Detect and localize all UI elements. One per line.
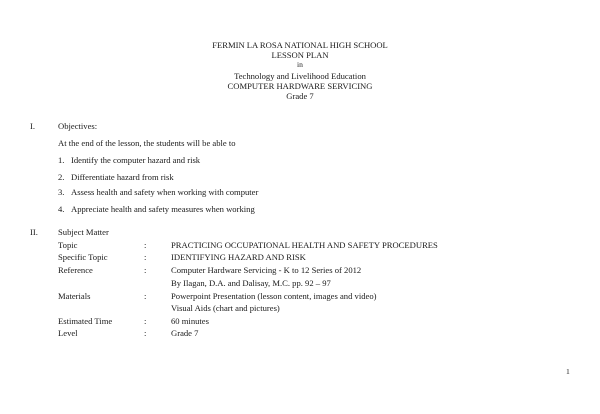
- objectives-number: I.: [30, 121, 36, 131]
- objective-number: 1.: [58, 155, 65, 165]
- row-value: IDENTIFYING HAZARD AND RISK: [171, 252, 306, 262]
- objective-text: Appreciate health and safety measures when working: [71, 204, 255, 214]
- row-value: PRACTICING OCCUPATIONAL HEALTH AND SAFETY PROCEDURES: [171, 240, 438, 250]
- row-value: Visual Aids (chart and pictures): [171, 303, 280, 313]
- row-colon: :: [144, 316, 147, 326]
- objective-number: 3.: [58, 187, 65, 197]
- row-colon: :: [144, 291, 147, 301]
- row-label: Specific Topic: [58, 252, 108, 262]
- objectives-title: Objectives:: [58, 121, 98, 131]
- subject-matter-row: [58, 328, 578, 340]
- subject-matter-row: [58, 240, 578, 252]
- row-value: Computer Hardware Servicing - K to 12 Series of 2012: [171, 265, 362, 275]
- subject-matter-number: II.: [30, 227, 38, 237]
- objective-item: [58, 187, 258, 197]
- row-value: 60 minutes: [171, 316, 209, 326]
- row-value: Powerpoint Presentation (lesson content, images and video): [171, 291, 377, 301]
- row-label: Level: [58, 328, 78, 338]
- row-label: Materials: [58, 291, 91, 301]
- row-colon: :: [144, 252, 147, 262]
- objective-text: Assess health and safety when working with computer: [71, 187, 259, 197]
- objective-number: 2.: [58, 172, 65, 182]
- row-value: Grade 7: [171, 328, 199, 338]
- school-name: FERMIN LA ROSA NATIONAL HIGH SCHOOL: [212, 40, 388, 50]
- page-number: 1: [566, 367, 570, 376]
- objective-text: Differentiate hazard from risk: [71, 172, 174, 182]
- subject-matter-row: [58, 252, 578, 264]
- objective-item: [58, 172, 174, 182]
- subject-matter-row: [58, 316, 578, 328]
- document-type: LESSON PLAN: [271, 50, 329, 61]
- row-colon: :: [144, 328, 147, 338]
- document-header: [0, 40, 600, 101]
- objective-number: 4.: [58, 204, 65, 214]
- row-colon: :: [144, 240, 147, 250]
- subject-matter-title: Subject Matter: [58, 227, 109, 237]
- subject-matter-row: [58, 265, 578, 277]
- objective-item: [58, 204, 255, 214]
- row-label: Reference: [58, 265, 93, 275]
- row-colon: :: [144, 265, 147, 275]
- row-label: Estimated Time: [58, 316, 113, 326]
- objectives-intro: At the end of the lesson, the students will be able to: [58, 138, 236, 148]
- course-name: COMPUTER HARDWARE SERVICING: [227, 80, 373, 91]
- subject-matter-row: [58, 291, 578, 303]
- grade-level: Grade 7: [286, 91, 314, 102]
- row-value: By Ilagan, D.A. and Dalisay, M.C. pp. 92 – 97: [171, 278, 331, 288]
- subject-matter-row: [58, 303, 578, 315]
- objective-item: [58, 155, 200, 165]
- row-label: Topic: [58, 240, 78, 250]
- objective-text: Identify the computer hazard and risk: [71, 155, 201, 165]
- header-in: in: [297, 60, 303, 70]
- subject-matter-row: [58, 278, 578, 290]
- subject-name: Technology and Livelihood Education: [234, 70, 366, 81]
